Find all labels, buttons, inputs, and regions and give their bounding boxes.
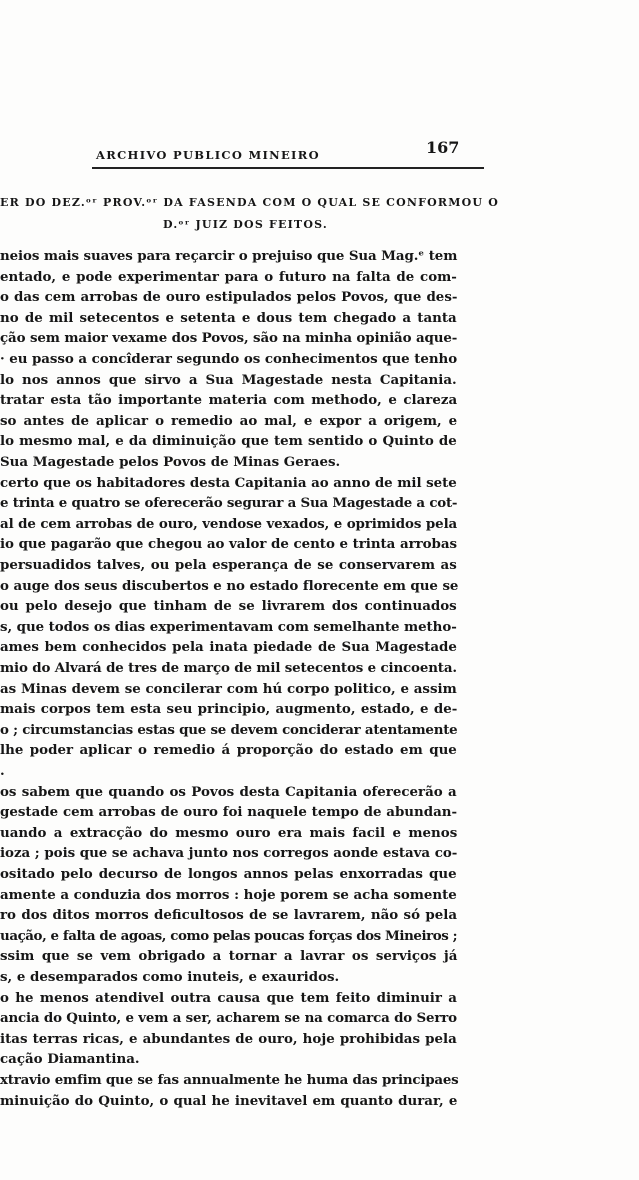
section-title-line-2: D.ᵒʳ JUIZ DOS FEITOS. bbox=[163, 218, 328, 231]
text-line: ancia do Quinto, e vem a ser, acharem se na comarca do Serro bbox=[0, 1010, 457, 1027]
text-line: tratar esta tão importante materia com methodo, e clareza bbox=[0, 392, 458, 409]
text-line: gestade cem arrobas de ouro foi naquele tempo de abundan- bbox=[0, 804, 458, 821]
text-line: s, e desemparados como inuteis, e exauridos. bbox=[0, 969, 340, 985]
text-line: ou pelo desejo que tinham de se livrarem dos continuados bbox=[0, 598, 457, 615]
text-line: cação Diamantina. bbox=[0, 1051, 140, 1068]
text-line: . bbox=[0, 763, 5, 779]
text-line: al de cem arrobas de ouro, vendose vexados, e oprimidos pela bbox=[0, 515, 458, 532]
text-line: os sabem que quando os Povos desta Capitania oferecerão a bbox=[0, 783, 457, 800]
text-line: ames bem conhecidos pela inata piedade de Sua Magestade bbox=[0, 639, 457, 656]
text-line: o ; circumstancias estas que se devem conciderar atentamente bbox=[0, 721, 458, 738]
text-line: o he menos atendivel outra causa que tem feito diminuir a bbox=[0, 989, 457, 1006]
text-line: persuadidos talves, ou pela esperança de se conservarem as bbox=[0, 557, 457, 573]
text-line: · eu passo a concîderar segundo os conhecimentos que tenho bbox=[0, 351, 458, 367]
text-line: uação, e falta de agoas, como pelas poucas forças dos Mineiros ; bbox=[0, 927, 458, 944]
text-line: certo que os habitadores desta Capitania ao anno de mil sete bbox=[0, 474, 457, 491]
text-line: io que pagarão que chegou ao valor de cento e trinta arrobas bbox=[0, 536, 458, 553]
text-line: ioza ; pois que se achava junto nos corregos aonde estava co- bbox=[0, 845, 458, 862]
text-line: uando a extracção do mesmo ouro era mais facil e menos bbox=[0, 824, 458, 841]
text-line: neios mais suaves para reçarcir o prejuiso que Sua Mag.ᵉ tem bbox=[0, 248, 458, 264]
text-line: as Minas devem se concilerar com hú corpo politico, e assim bbox=[0, 680, 457, 697]
text-line: e trinta e quatro se oferecerão segurar a Sua Magestade a cot- bbox=[0, 495, 458, 512]
text-line: minuição do Quinto, o qual he inevitavel em quanto durar, e bbox=[0, 1092, 458, 1109]
text-line: s, que todos os dias experimentavam com semelhante metho- bbox=[0, 618, 457, 635]
text-line: entado, e pode experimentar para o futuro na falta de com- bbox=[0, 268, 457, 285]
text-line: itas terras ricas, e abundantes de ouro, hoje prohibidas pela bbox=[0, 1030, 457, 1047]
text-line: mio do Alvará de tres de março de mil setecentos e cincoenta. bbox=[0, 660, 457, 676]
text-line: so antes de aplicar o remedio ao mal, e expor a origem, e bbox=[0, 412, 458, 429]
header-rule bbox=[92, 167, 484, 169]
section-title-line-1: ER DO DEZ.ᵒʳ PROV.ᵒʳ DA FASENDA COM O QUAL SE CONFORMOU O bbox=[0, 196, 500, 209]
text-line: ssim que se vem obrigado a tornar a lavrar os serviços já bbox=[0, 948, 458, 965]
text-line: lhe poder aplicar o remedio á proporção do estado em que bbox=[0, 742, 457, 759]
text-line: lo mesmo mal, e da diminuição que tem sentido o Quinto de bbox=[0, 433, 457, 450]
text-line: ositado pelo decurso de longos annos pelas enxorradas que bbox=[0, 866, 457, 882]
text-line: lo nos annos que sirvo a Sua Magestade nesta Capitania. bbox=[0, 371, 457, 388]
text-line: ro dos ditos morros deficultosos de se lavrarem, não só pela bbox=[0, 907, 458, 924]
text-line: ção sem maior vexame dos Povos, são na minha opinião aque- bbox=[0, 330, 458, 347]
running-head: ARCHIVO PUBLICO MINEIRO bbox=[96, 148, 320, 162]
text-line: mais corpos tem esta seu principio, augmento, estado, e de- bbox=[0, 701, 458, 718]
text-line: Sua Magestade pelos Povos de Minas Geraes. bbox=[0, 454, 341, 470]
text-line: o das cem arrobas de ouro estipulados pelos Povos, que des- bbox=[0, 289, 458, 306]
text-line: o auge dos seus discubertos e no estado florecente em que se bbox=[0, 577, 459, 594]
text-line: no de mil setecentos e setenta e dous tem chegado a tanta bbox=[0, 309, 457, 326]
text-line: xtravio emfim que se fas annualmente he huma das principaes bbox=[0, 1072, 459, 1088]
page-number: 167 bbox=[426, 138, 460, 157]
text-line: amente a conduzia dos morros : hoje porem se acha somente bbox=[0, 886, 457, 903]
